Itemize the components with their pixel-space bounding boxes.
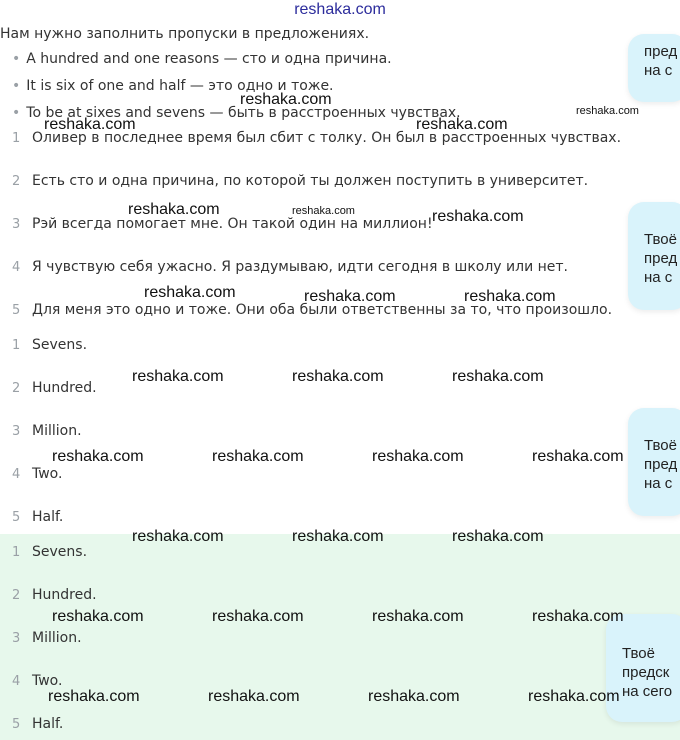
answer-row-highlighted bbox=[0, 716, 63, 732]
bubble-line: пред bbox=[644, 250, 678, 267]
bubble-line: на с bbox=[644, 62, 673, 79]
answer-row bbox=[0, 337, 87, 353]
answer-text: Sevens. bbox=[32, 337, 88, 353]
answer-row-highlighted bbox=[0, 587, 97, 603]
row-number: 1 bbox=[12, 545, 21, 560]
bullet-dot-icon: • bbox=[12, 78, 21, 94]
row-number: 2 bbox=[12, 381, 21, 396]
answer-text: Two. bbox=[32, 466, 63, 482]
sentence-text: Я чувствую себя ужасно. Я раздумываю, идти сегодня в школу или нет. bbox=[32, 259, 569, 275]
watermark: reshaka.com bbox=[304, 288, 396, 305]
watermark: reshaka.com bbox=[576, 105, 639, 117]
watermark: reshaka.com bbox=[208, 688, 300, 705]
row-number: 4 bbox=[12, 674, 21, 689]
watermark: reshaka.com bbox=[128, 201, 220, 218]
row-number: 2 bbox=[12, 174, 21, 189]
watermark: reshaka.com bbox=[368, 688, 460, 705]
bubble-line: пред bbox=[644, 456, 678, 473]
watermark: reshaka.com bbox=[132, 368, 224, 385]
bullet-item bbox=[12, 51, 392, 67]
row-number: 3 bbox=[12, 424, 21, 439]
answer-row bbox=[0, 466, 62, 482]
answer-text: Hundred. bbox=[32, 587, 97, 603]
sentence-text: Рэй всегда помогает мне. Он такой один на миллион! bbox=[32, 216, 433, 232]
answer-text: Half. bbox=[32, 716, 64, 732]
row-number: 4 bbox=[12, 260, 21, 275]
watermark: reshaka.com bbox=[532, 448, 624, 465]
row-number: 2 bbox=[12, 588, 21, 603]
row-number: 5 bbox=[12, 510, 21, 525]
highlighted-answers-band bbox=[0, 534, 680, 740]
watermark: reshaka.com bbox=[240, 91, 332, 108]
bullet-dot-icon: • bbox=[12, 105, 21, 121]
answer-row bbox=[0, 380, 97, 396]
row-number: 1 bbox=[12, 338, 21, 353]
row-number: 4 bbox=[12, 467, 21, 482]
watermark: reshaka.com bbox=[292, 205, 355, 217]
bubble-line: на с bbox=[644, 475, 673, 492]
answer-row-highlighted bbox=[0, 544, 87, 560]
sentence-text: Есть сто и одна причина, по которой ты должен поступить в университет. bbox=[32, 173, 589, 189]
watermark: reshaka.com bbox=[292, 528, 384, 545]
row-number: 5 bbox=[12, 717, 21, 732]
watermark: reshaka.com bbox=[212, 608, 304, 625]
watermark: reshaka.com bbox=[372, 608, 464, 625]
answer-text: Million. bbox=[32, 630, 82, 646]
chat-bubble[interactable] bbox=[628, 408, 680, 516]
watermark: reshaka.com bbox=[44, 116, 136, 133]
sentence-row bbox=[0, 173, 588, 189]
row-number: 3 bbox=[12, 217, 21, 232]
row-number: 5 bbox=[12, 303, 21, 318]
answer-text: Million. bbox=[32, 423, 82, 439]
answer-text: Hundred. bbox=[32, 380, 97, 396]
watermark: reshaka.com bbox=[132, 528, 224, 545]
row-number: 3 bbox=[12, 631, 21, 646]
bubble-line: на с bbox=[644, 269, 673, 286]
watermark: reshaka.com bbox=[144, 284, 236, 301]
sentence-text: Оливер в последнее время был сбит с толку. Он был в расстроенных чувствах. bbox=[32, 130, 622, 146]
row-number: 1 bbox=[12, 131, 21, 146]
bubble-line: Твоё bbox=[644, 437, 677, 454]
bullet-text: To be at sixes and sevens — быть в расстроенных чувствах. bbox=[26, 105, 461, 121]
watermark: reshaka.com bbox=[452, 528, 544, 545]
sentence-row bbox=[0, 259, 568, 275]
watermark: reshaka.com bbox=[416, 116, 508, 133]
bubble-line: Твоё bbox=[644, 231, 677, 248]
watermark: reshaka.com bbox=[52, 448, 144, 465]
bubble-line: на сего bbox=[622, 683, 673, 700]
bubble-line: пред bbox=[644, 43, 678, 60]
answer-text: Two. bbox=[32, 673, 63, 689]
watermark: reshaka.com bbox=[292, 368, 384, 385]
bullet-dot-icon: • bbox=[12, 51, 21, 67]
answer-row-highlighted bbox=[0, 630, 82, 646]
site-watermark-top[interactable]: reshaka.com bbox=[294, 1, 386, 18]
chat-bubble[interactable] bbox=[628, 202, 680, 310]
bullet-text: A hundred and one reasons — сто и одна причина. bbox=[26, 51, 392, 67]
watermark: reshaka.com bbox=[432, 208, 524, 225]
answer-row bbox=[0, 509, 63, 525]
answer-text: Sevens. bbox=[32, 544, 88, 560]
watermark: reshaka.com bbox=[212, 448, 304, 465]
watermark: reshaka.com bbox=[372, 448, 464, 465]
watermark: reshaka.com bbox=[532, 608, 624, 625]
chat-bubble[interactable] bbox=[628, 34, 680, 102]
watermark: reshaka.com bbox=[452, 368, 544, 385]
watermark: reshaka.com bbox=[464, 288, 556, 305]
answer-row-highlighted bbox=[0, 673, 62, 689]
watermark: reshaka.com bbox=[52, 608, 144, 625]
sentence-text: Для меня это одно и тоже. Они оба были ответственны за то, что произошло. bbox=[32, 302, 613, 318]
bubble-line: предск bbox=[622, 664, 670, 681]
bubble-line: Твоё bbox=[622, 645, 655, 662]
answer-text: Half. bbox=[32, 509, 64, 525]
intro-text: Нам нужно заполнить пропуски в предложениях. bbox=[0, 26, 370, 42]
bullet-text: It is six of one and half — это одно и тоже. bbox=[26, 78, 334, 94]
watermark: reshaka.com bbox=[528, 688, 620, 705]
answer-row bbox=[0, 423, 82, 439]
watermark: reshaka.com bbox=[48, 688, 140, 705]
